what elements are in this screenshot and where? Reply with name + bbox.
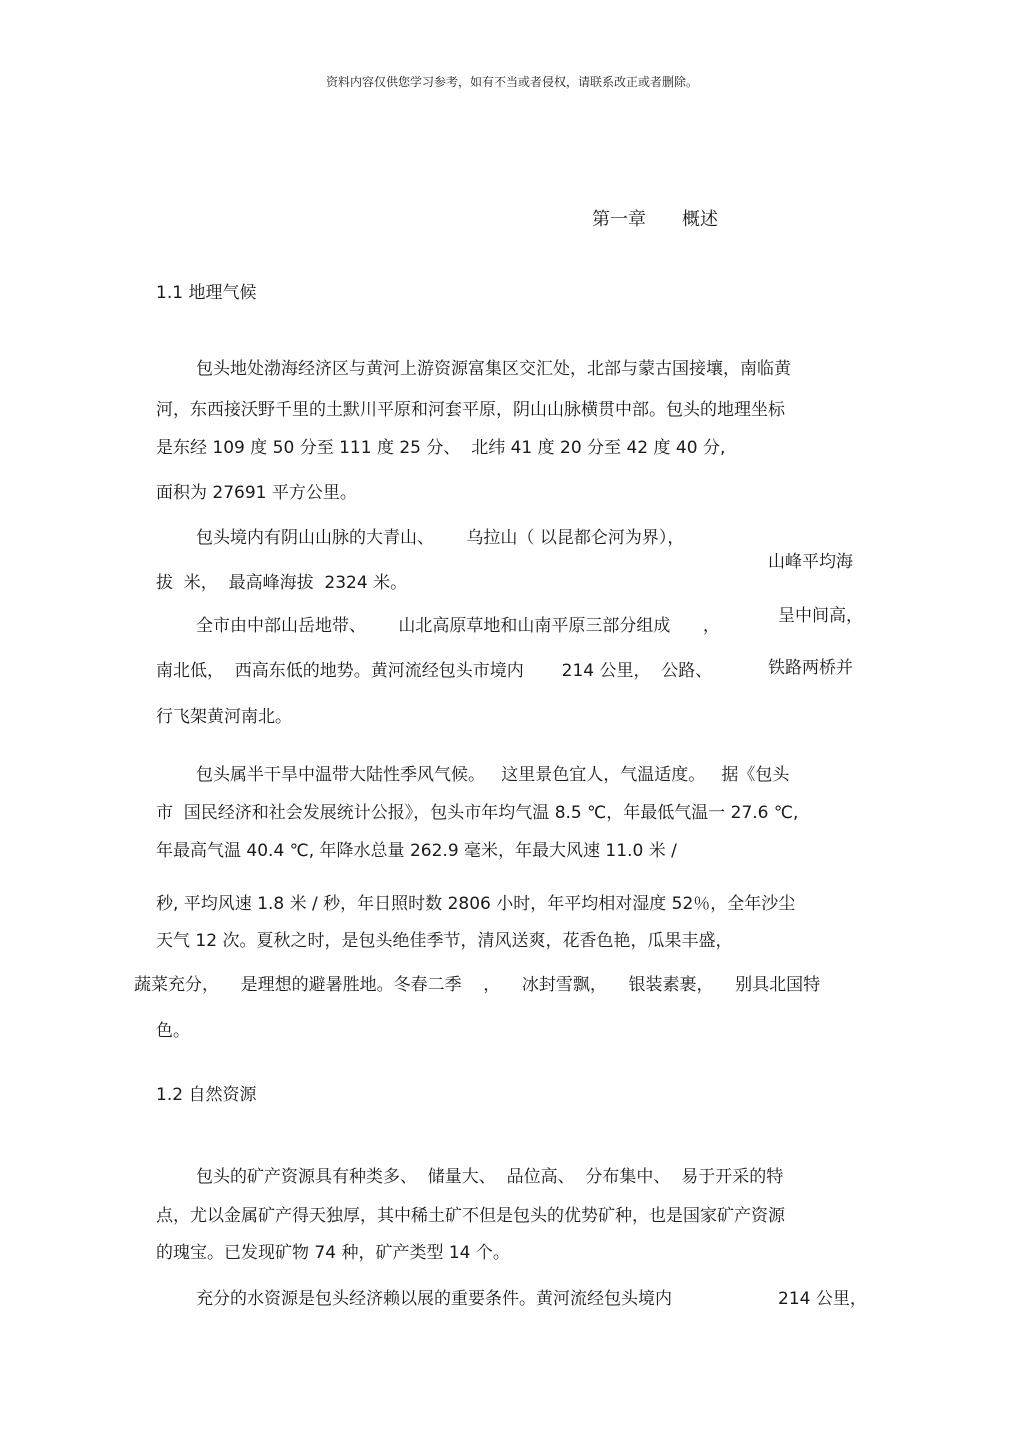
paragraph-line: 是东经 109 度 50 分至 111 度 25 分、 北纬 41 度 20 分至 42 度 40 分, — [156, 438, 726, 458]
paragraph-line: 河，东西接沃野千里的土默川平原和河套平原，阴山山脉横贯中部。包头的地理坐标 — [156, 400, 785, 420]
paragraph-line: 市 国民经济和社会发展统计公报》，包头市年均气温 8.5 ℃，年最低气温一 27.6 ℃, — [156, 803, 799, 823]
paragraph-line: 充分的水资源是包头经济赖以展的重要条件。黄河流经包头境内 — [196, 1289, 672, 1309]
paragraph-line: 包头地处渤海经济区与黄河上游资源富集区交汇处，北部与蒙古国接壤，南临黄 — [196, 359, 791, 379]
paragraph-line: 南北低， 西高东低的地势。黄河流经包头市境内 214 公里， 公路、 — [156, 661, 713, 681]
paragraph-line: 年最高气温 40.4 ℃, 年降水总量 262.9 毫米，年最大风速 11.0 米 / — [156, 841, 677, 861]
copyright-notice: 资料内容仅供您学习参考，如有不当或者侵权，请联系改正或者删除。 — [325, 75, 698, 89]
paragraph-line: 包头属半干旱中温带大陆性季风气候。 这里景色宜人，气温适度。 据《包头 — [196, 765, 790, 785]
paragraph-line: 全市由中部山岳地带、 山北高原草地和山南平原三部分组成 ， — [196, 616, 720, 636]
paragraph-line: 行飞架黄河南北。 — [156, 707, 292, 727]
paragraph-line: 包头境内有阴山山脉的大青山、 乌拉山（ 以昆都仑河为界）， — [196, 528, 685, 548]
paragraph-line: 山峰平均海 — [768, 552, 853, 572]
chapter-title: 第一章 概述 — [592, 209, 718, 230]
paragraph-line: 面积为 27691 平方公里。 — [156, 483, 357, 503]
section-heading-geography-climate: 1.1 地理气候 — [156, 283, 257, 303]
paragraph-line: 点，尤以金属矿产得天独厚，其中稀土矿不但是包头的优势矿种，也是国家矿产资源 — [156, 1206, 785, 1226]
paragraph-line: 蔬菜充分， 是理想的避暑胜地。冬春二季 ， 冰封雪飘， 银装素裹， 别具北国特 — [134, 975, 821, 995]
paragraph-line: 214 公里， — [778, 1289, 867, 1309]
section-heading-natural-resources: 1.2 自然资源 — [156, 1085, 257, 1105]
paragraph-line: 呈中间高， — [778, 606, 863, 626]
paragraph-line: 秒, 平均风速 1.8 米 / 秒，年日照时数 2806 小时，年平均相对湿度 52％，全年沙尘 — [156, 894, 796, 914]
paragraph-line: 铁路两桥并 — [768, 658, 853, 678]
paragraph-line: 色。 — [156, 1021, 190, 1041]
paragraph-line: 的瑰宝。已发现矿物 74 种，矿产类型 14 个。 — [156, 1243, 510, 1263]
paragraph-line: 天气 12 次。夏秋之时，是包头绝佳季节，清风送爽，花香色艳，瓜果丰盛， — [156, 931, 733, 951]
paragraph-line: 拔 米， 最高峰海拔 2324 米。 — [156, 573, 408, 593]
paragraph-line: 包头的矿产资源具有种类多、 储量大、 品位高、 分布集中、 易于开采的特 — [196, 1167, 784, 1187]
